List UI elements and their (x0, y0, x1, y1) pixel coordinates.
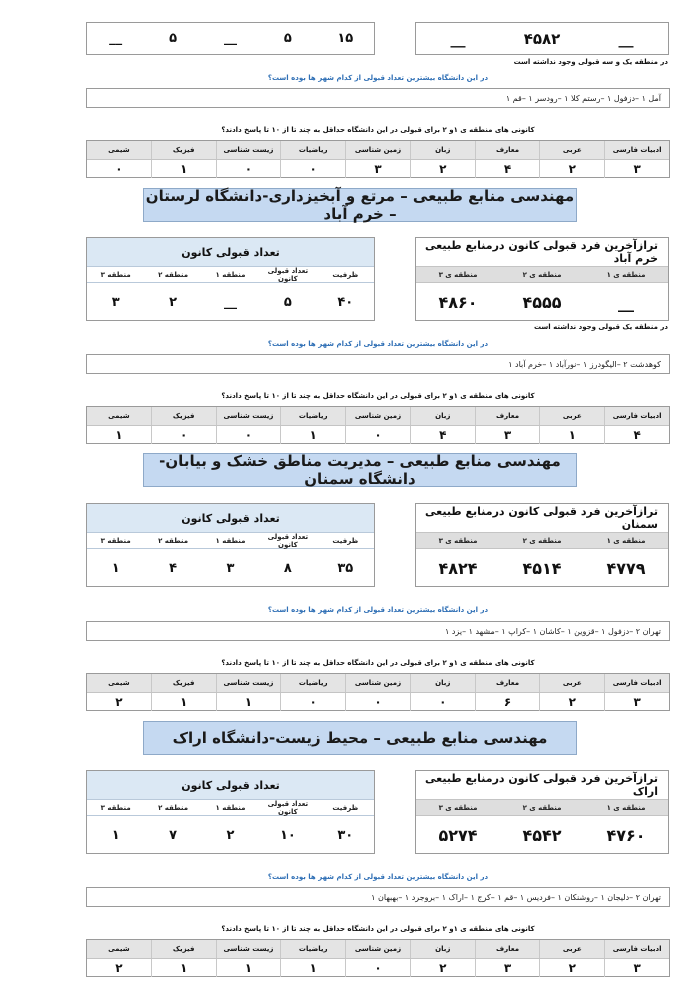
rank-value: ۴۵۴۲ (522, 825, 562, 845)
top-subjects-table (86, 140, 670, 178)
rank-value: ۴۵۵۵ (522, 292, 562, 312)
subject-value: ۳ (604, 959, 669, 977)
subject-value: ۳ (604, 160, 669, 178)
section-3-rank-title: ترازآخرین فرد قبولی کانون درمنابع طبیعی اراک (416, 771, 668, 800)
section-2-rank-header-row (416, 533, 668, 549)
section-3-subjects-header-row (87, 940, 669, 959)
section-1-count-header-row (87, 267, 374, 283)
top-subjects-values-row (87, 160, 669, 178)
section-3-rank-table (415, 770, 669, 854)
subject-header: زبان (410, 141, 475, 159)
rank-header: منطقه ی ۲ (522, 270, 562, 279)
section-1-count-values-row (87, 283, 374, 321)
top-cities-answer: آمل ۱ –دزفول ۱ –رستم کلا ۱ –رودسر ۱ –قم ۱ (86, 88, 670, 108)
count-value: __ (223, 294, 237, 310)
section-2-count-table (86, 503, 375, 587)
count-header: منطقه ۱ (215, 803, 246, 812)
subject-value: ۱ (539, 426, 604, 444)
subject-header: زیست شناسی (216, 141, 281, 159)
section-1-count-table (86, 237, 375, 321)
count-header: منطقه ۲ (158, 803, 189, 812)
section-3-subjects-values-row (87, 959, 669, 977)
subject-header: عربی (539, 940, 604, 958)
section-1-subjects-table (86, 406, 670, 444)
top-count-value-1: ۱۵ (337, 31, 354, 46)
subject-header: فیزیک (151, 674, 216, 692)
rank-value: ۴۷۶۰ (606, 825, 646, 845)
subject-value: ۰ (345, 426, 410, 444)
top-subjects-question: کانونی های منطقه ی ۱و ۲ برای قبولی در این دانشگاه حداقل به چند تا از ۱۰ تا پاسخ دادند؟ (221, 126, 535, 134)
top-count-value-3: __ (223, 31, 237, 46)
count-value: ۲ (169, 294, 178, 310)
subject-value: ۱ (216, 693, 281, 711)
section-3-subjects-question: کانونی های منطقه ی ۱و ۲ برای قبولی در این دانشگاه حداقل به چند تا از ۱۰ تا پاسخ دادند؟ (221, 925, 535, 933)
subject-header: معارف (475, 940, 540, 958)
section-2-subjects-values-row (87, 693, 669, 711)
subject-header: معارف (475, 407, 540, 425)
subject-header: زیست شناسی (216, 940, 281, 958)
section-2-subjects-header-row (87, 674, 669, 693)
count-value: ۳۵ (337, 560, 354, 576)
top-subjects-header-row (87, 141, 669, 160)
count-header: منطقه ۳ (100, 803, 131, 812)
rank-header: منطقه ی ۲ (522, 803, 562, 812)
subject-value: ۰ (345, 959, 410, 977)
subject-value: ۳ (475, 426, 540, 444)
rank-header: منطقه ی ۲ (522, 536, 562, 545)
section-1-rank-table (415, 237, 669, 321)
section-1-subjects-values-row (87, 426, 669, 444)
subject-value: ۱ (151, 160, 216, 178)
subject-value: ۴ (475, 160, 540, 178)
subject-header: ادبیات فارسی (604, 407, 669, 425)
subject-header: زیست شناسی (216, 407, 281, 425)
subject-value: ۲ (539, 160, 604, 178)
subject-value: ۱ (280, 426, 345, 444)
count-header: منطقه ۳ (100, 536, 131, 545)
count-header: تعداد قبولی کانون (267, 799, 309, 816)
rank-header: منطقه ی ۱ (606, 270, 646, 279)
section-3-subjects-table (86, 939, 670, 977)
rank-value: __ (618, 292, 634, 312)
section-2-rank-table (415, 503, 669, 587)
subject-header: ریاضیات (280, 407, 345, 425)
count-header: ظرفیت (332, 536, 359, 545)
subject-value: ۰ (115, 162, 123, 176)
subject-header: شیمی (108, 146, 130, 154)
section-3-count-header-row (87, 800, 374, 816)
subject-value: ۲ (410, 959, 475, 977)
count-value: ۳۰ (337, 827, 354, 843)
top-count-value-5: __ (109, 31, 123, 46)
subject-header: شیمی (108, 412, 130, 420)
subject-header: عربی (539, 141, 604, 159)
section-1-subjects-header-row (87, 407, 669, 426)
count-value: ۴۰ (337, 294, 354, 310)
subject-value: ۲ (539, 693, 604, 711)
count-header: ظرفیت (332, 270, 359, 279)
section-2-count-header-row (87, 533, 374, 549)
subject-header: عربی (539, 407, 604, 425)
top-count-value-2: ۵ (283, 31, 292, 46)
rank-header: منطقه ی ۳ (438, 803, 478, 812)
count-header: منطقه ۱ (215, 270, 246, 279)
top-rank-table (415, 22, 669, 55)
subject-header: زمین شناسی (345, 674, 410, 692)
subject-value: ۱ (280, 959, 345, 977)
subject-header: فیزیک (151, 407, 216, 425)
rank-value: ۴۵۱۴ (522, 558, 562, 578)
subject-header: فیزیک (151, 141, 216, 159)
subject-header: عربی (539, 674, 604, 692)
count-header: تعداد قبولی کانون (267, 532, 309, 549)
section-2-cities-question: در این دانشگاه بیشترین تعداد قبولی از کدام شهر ها بوده است؟ (267, 606, 489, 614)
rank-header: منطقه ی ۳ (438, 270, 478, 279)
section-1-cities-answer: کوهدشت ۲ –الیگودرز ۱ –نورآباد ۱ –خرم آباد ۱ (86, 354, 670, 374)
section-2-rank-values-row (416, 549, 668, 587)
subject-header: معارف (475, 141, 540, 159)
section-3-rank-header-row (416, 800, 668, 816)
subject-value: ۴ (604, 426, 669, 444)
top-count-value-4: ۵ (169, 31, 178, 46)
count-value: ۱ (111, 560, 120, 576)
count-value: ۴ (169, 560, 178, 576)
count-value: ۲ (226, 827, 235, 843)
subject-value: ۲ (115, 961, 123, 975)
subject-header: زبان (410, 407, 475, 425)
section-2-rank-title: ترازآخرین فرد قبولی کانون درمنابع طبیعی سمنان (416, 504, 668, 533)
section-3-rank-values-row (416, 816, 668, 854)
subject-value: ۰ (151, 426, 216, 444)
count-header: ظرفیت (332, 803, 359, 812)
section-3-count-table (86, 770, 375, 854)
subject-value: ۱ (151, 693, 216, 711)
section-1-subjects-question: کانونی های منطقه ی ۱و ۲ برای قبولی در این دانشگاه حداقل به چند تا از ۱۰ تا پاسخ دادند؟ (221, 392, 535, 400)
subject-header: شیمی (108, 945, 130, 953)
subject-value: ۱ (216, 959, 281, 977)
subject-value: ۱ (151, 959, 216, 977)
subject-header: ادبیات فارسی (604, 940, 669, 958)
subject-value: ۰ (280, 693, 345, 711)
count-header: منطقه ۲ (158, 270, 189, 279)
section-1-note: در منطقه یک قبولی وجود نداشته است (533, 323, 668, 331)
rank-header: منطقه ی ۳ (438, 536, 478, 545)
top-note: در منطقه یک و سه قبولی وجود نداشته است (513, 58, 668, 66)
rank-value: ۵۲۷۴ (438, 825, 478, 845)
subject-value: ۴ (410, 426, 475, 444)
subject-header: زمین شناسی (345, 141, 410, 159)
top-rank-value-2: ۴۵۸۲ (523, 29, 561, 48)
section-1-rank-title: ترازآخرین فرد قبولی کانون درمنابع طبیعی خرم آباد (416, 238, 668, 267)
section-2-count-values-row (87, 549, 374, 587)
subject-header: ریاضیات (280, 141, 345, 159)
subject-value: ۱ (115, 428, 123, 442)
subject-header: شیمی (108, 679, 130, 687)
subject-header: معارف (475, 674, 540, 692)
section-2-banner: مهندسی منابع طبیعی – مدیریت مناطق خشک و بیابان-دانشگاه سمنان (143, 453, 577, 487)
subject-value: ۲ (410, 160, 475, 178)
section-1-banner: مهندسی منابع طبیعی – مرتع و آبخیزداری-دانشگاه لرستان – خرم آباد (143, 188, 577, 222)
section-1-cities-question: در این دانشگاه بیشترین تعداد قبولی از کدام شهر ها بوده است؟ (267, 340, 489, 348)
section-3-count-values-row (87, 816, 374, 854)
rank-value: ۴۸۶۰ (438, 292, 478, 312)
section-1-rank-values-row (416, 283, 668, 321)
count-value: ۱۰ (279, 827, 296, 843)
subject-header: زبان (410, 674, 475, 692)
top-cities-question: در این دانشگاه بیشترین تعداد قبولی از کدام شهر ها بوده است؟ (267, 74, 489, 82)
rank-header: منطقه ی ۱ (606, 803, 646, 812)
subject-value: ۶ (475, 693, 540, 711)
subject-header: ریاضیات (280, 674, 345, 692)
top-count-table (86, 22, 375, 55)
count-value: ۷ (169, 827, 178, 843)
subject-value: ۰ (280, 160, 345, 178)
top-rank-value-3: __ (450, 29, 466, 48)
section-1-rank-header-row (416, 267, 668, 283)
subject-header: زیست شناسی (216, 674, 281, 692)
subject-value: ۳ (604, 693, 669, 711)
section-3-count-title: تعداد قبولی کانون (87, 771, 374, 800)
subject-header: فیزیک (151, 940, 216, 958)
subject-value: ۰ (216, 160, 281, 178)
section-3-cities-question: در این دانشگاه بیشترین تعداد قبولی از کدام شهر ها بوده است؟ (267, 873, 489, 881)
subject-header: ریاضیات (280, 940, 345, 958)
rank-value: ۴۷۷۹ (606, 558, 646, 578)
section-3-cities-answer: تهران ۲ –دلیجان ۱ –روشنکان ۱ –فردیس ۱ –قم ۱ –کرج ۱ –اراک ۱ –بروجرد ۱ –بهبهان ۱ (86, 887, 670, 907)
subject-header: زمین شناسی (345, 940, 410, 958)
subject-value: ۲ (539, 959, 604, 977)
section-2-count-title: تعداد قبولی کانون (87, 504, 374, 533)
subject-header: ادبیات فارسی (604, 674, 669, 692)
subject-value: ۰ (345, 693, 410, 711)
count-header: منطقه ۳ (100, 270, 131, 279)
section-2-subjects-question: کانونی های منطقه ی ۱و ۲ برای قبولی در این دانشگاه حداقل به چند تا از ۱۰ تا پاسخ دادند؟ (221, 659, 535, 667)
count-value: ۸ (283, 560, 292, 576)
count-value: ۱ (111, 827, 120, 843)
section-3-banner: مهندسی منابع طبیعی – محیط زیست-دانشگاه اراک (143, 721, 577, 755)
top-rank-value-1: __ (618, 29, 634, 48)
section-2-subjects-table (86, 673, 670, 711)
subject-header: زمین شناسی (345, 407, 410, 425)
subject-header: ادبیات فارسی (604, 141, 669, 159)
subject-value: ۰ (216, 426, 281, 444)
subject-value: ۳ (345, 160, 410, 178)
subject-value: ۰ (410, 693, 475, 711)
rank-header: منطقه ی ۱ (606, 536, 646, 545)
rank-value: ۴۸۲۴ (438, 558, 478, 578)
count-value: ۵ (283, 294, 292, 310)
count-value: ۳ (226, 560, 235, 576)
subject-value: ۲ (115, 695, 123, 709)
count-header: تعداد قبولی کانون (267, 266, 309, 283)
section-1-count-title: تعداد قبولی کانون (87, 238, 374, 267)
count-value: ۳ (111, 294, 120, 310)
count-header: منطقه ۱ (215, 536, 246, 545)
subject-value: ۳ (475, 959, 540, 977)
subject-header: زبان (410, 940, 475, 958)
count-header: منطقه ۲ (158, 536, 189, 545)
section-2-cities-answer: تهران ۲ –دزفول ۱ –قزوین ۱ –کاشان ۱ –کراپ ۱ –مشهد ۱ –یزد ۱ (86, 621, 670, 641)
